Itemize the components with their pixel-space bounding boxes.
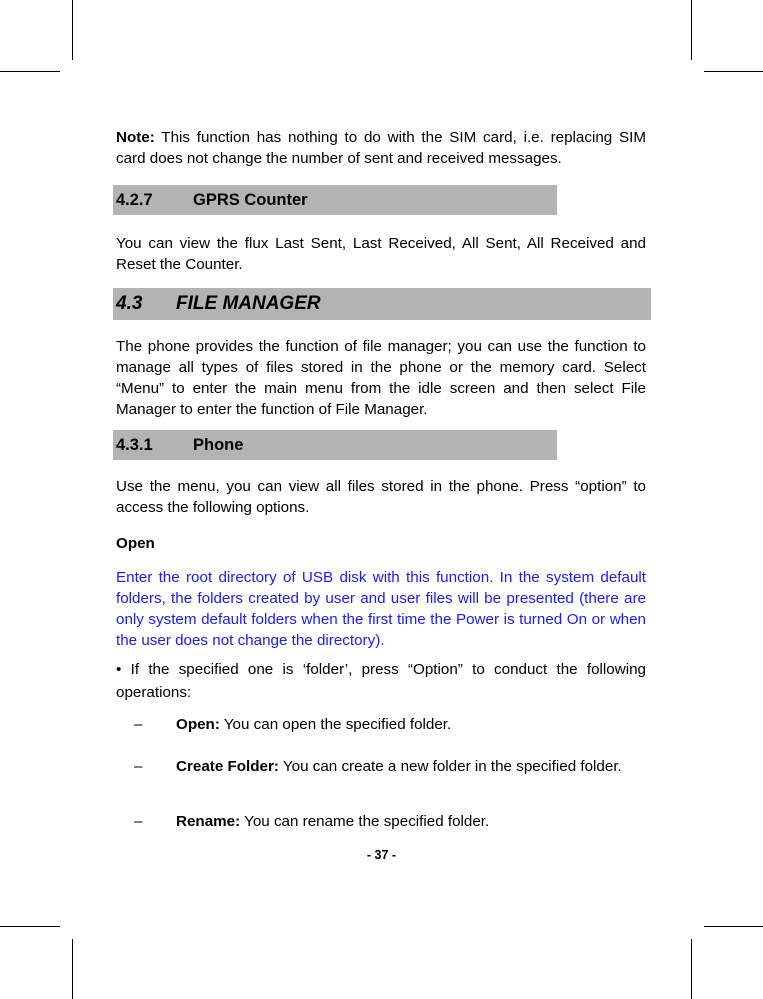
crop-mark-top-right-horizontal	[704, 71, 763, 72]
crop-mark-top-left-vertical	[72, 0, 73, 60]
crop-mark-top-left-horizontal	[0, 71, 60, 72]
gprs-counter-paragraph: You can view the flux Last Sent, Last Received, All Sent, All Received and Reset the Counter.	[116, 235, 646, 273]
open-heading: Open	[116, 535, 155, 552]
operation-label: Rename:	[176, 813, 241, 830]
operation-label: Open:	[176, 716, 220, 733]
open-description: Enter the root directory of USB disk with this function. In the system default folders, the folders created by user and user files will be presented (there are only system default folders when the first time the Power is turned On or when the user does not change the directory).	[116, 569, 646, 649]
bullet-marker: •	[116, 661, 122, 678]
operation-text: You can open the specified folder.	[219, 716, 452, 733]
crop-mark-bottom-left-vertical	[72, 939, 73, 999]
crop-mark-bottom-left-horizontal	[0, 926, 60, 927]
operation-label: Create Folder:	[176, 758, 279, 775]
note-text: This function has nothing to do with the SIM card, i.e. replacing SIM card does not change the number of sent and received messages.	[116, 129, 646, 167]
folder-bullet	[116, 658, 646, 704]
crop-mark-bottom-right-vertical	[691, 939, 692, 999]
crop-mark-top-right-vertical	[691, 0, 692, 60]
phone-paragraph: Use the menu, you can view all files stored in the phone. Press “option” to access the following options.	[116, 478, 646, 516]
note-label: Note:	[116, 129, 155, 146]
operation-text: You can rename the specified folder.	[240, 813, 490, 830]
file-manager-paragraph: The phone provides the function of file manager; you can use the function to manage all types of files stored in the phone or the memory card. Select “Menu” to enter the main menu from the idle screen and then select File Manager to enter the function of File Manager.	[116, 338, 646, 418]
section-number: 4.2.7	[116, 190, 153, 209]
bullet-text: If the specified one is ‘folder’, press “Option” to conduct the following operations:	[116, 661, 646, 701]
operation-open	[134, 715, 646, 735]
page-number: - 37 -	[366, 848, 397, 862]
section-title: GPRS Counter	[193, 190, 308, 209]
section-4-2-7-heading	[113, 185, 557, 215]
section-4-3-heading	[113, 288, 651, 320]
dash-marker: –	[134, 813, 143, 830]
operation-rename	[134, 812, 646, 832]
section-title: FILE MANAGER	[176, 293, 321, 314]
dash-marker: –	[134, 758, 143, 775]
crop-mark-bottom-right-horizontal	[704, 926, 763, 927]
operation-text: You can create a new folder in the specified folder.	[278, 758, 622, 775]
operation-create-folder	[134, 757, 646, 777]
dash-marker: –	[134, 716, 143, 733]
section-4-3-1-heading	[113, 430, 557, 460]
section-number: 4.3.1	[116, 435, 153, 454]
section-number: 4.3	[116, 293, 143, 314]
section-title: Phone	[193, 435, 244, 454]
note-paragraph	[116, 127, 646, 169]
